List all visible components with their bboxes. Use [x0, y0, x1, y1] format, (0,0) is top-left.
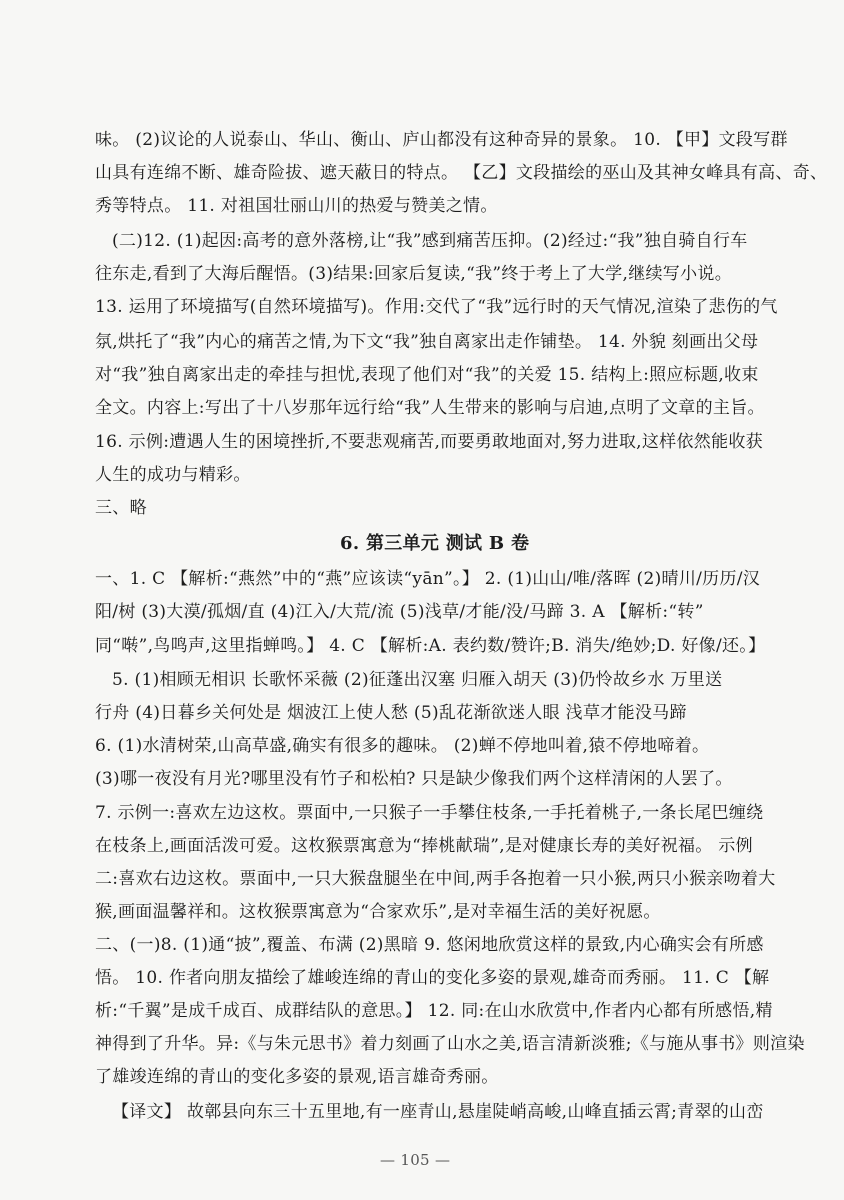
- text-line: 神得到了升华。异:《与朱元思书》着力刻画了山水之美,语言清新淡雅;《与施从事书》则渲染: [95, 1034, 805, 1054]
- text-line: 氛,烘托了“我”内心的痛苦之情,为下文“我”独自离家出走作铺垫。 14. 外貌 刻画出父母: [95, 332, 759, 352]
- text-line: 【译文】 故鄣县向东三十五里地,有一座青山,悬崖陡峭高峻,山峰直插云霄;青翠的山峦: [112, 1102, 764, 1122]
- text-line: 同“啭”,鸟鸣声,这里指蝉鸣。】 4. C 【解析:A. 表约数/赞许;B. 消失/绝妙;D. 好像/还。】: [95, 636, 766, 656]
- text-line: 7. 示例一:喜欢左边这枚。票面中,一只猴子一手攀住枝条,一手托着桃子,一条长尾巴缠绕: [95, 803, 764, 823]
- text-line: 猴,画面温馨祥和。这枚猴票寓意为“合家欢乐”,是对幸福生活的美好祝愿。: [95, 902, 661, 922]
- text-line: 秀等特点。 11. 对祖国壮丽山川的热爱与赞美之情。: [95, 196, 498, 216]
- text-line: (二)12. (1)起因:高考的意外落榜,让“我”感到痛苦压抑。(2)经过:“我”独自骑自行车: [112, 231, 748, 251]
- text-line: 全文。内容上:写出了十八岁那年远行给“我”人生带来的影响与启迪,点明了文章的主旨。: [95, 398, 765, 418]
- section-title: 6. 第三单元 测试 B 卷: [340, 533, 530, 554]
- text-line: 了雄竣连绵的青山的变化多姿的景观,语言雄奇秀丽。: [95, 1067, 499, 1087]
- text-line: 二、(一)8. (1)通“披”,覆盖、布满 (2)黑暗 9. 悠闲地欣赏这样的景致,内心确实会有所感: [95, 935, 764, 955]
- text-line: 13. 运用了环境描写(自然环境描写)。作用:交代了“我”远行时的天气情况,渲染了悲伤的气: [95, 297, 778, 317]
- text-line: 二:喜欢右边这枚。票面中,一只大猴盘腿坐在中间,两手各抱着一只小猴,两只小猴亲吻着大: [95, 869, 776, 889]
- text-line: 在枝条上,画面活泼可爱。这枚猴票寓意为“捧桃献瑞”,是对健康长寿的美好祝福。 示例: [95, 836, 753, 856]
- text-line: 味。 (2)议论的人说泰山、华山、衡山、庐山都没有这种奇异的景象。 10. 【甲】文段写群: [95, 130, 788, 150]
- text-line: 对“我”独自离家出走的牵挂与担忧,表现了他们对“我”的关爱 15. 结构上:照应标题,收束: [95, 365, 759, 385]
- text-line: 析:“千翼”是成千成百、成群结队的意思。】 12. 同:在山水欣赏中,作者内心都有所感悟,精: [95, 1001, 773, 1021]
- text-line: 5. (1)相顾无相识 长歌怀采薇 (2)征蓬出汉塞 归雁入胡天 (3)仍怜故乡水 万里送: [112, 670, 723, 690]
- text-line: 山具有连绵不断、雄奇险拔、遮天蔽日的特点。 【乙】文段描绘的巫山及其神女峰具有高、奇、: [95, 163, 828, 183]
- text-line: 人生的成功与精彩。: [95, 465, 251, 485]
- text-line: 一、1. C 【解析:“燕然”中的“燕”应该读“yān”。】 2. (1)山山/唯/落晖 (2)晴川/历历/汉: [95, 569, 761, 589]
- text-line: 6. (1)水清树荣,山高草盛,确实有很多的趣味。 (2)蝉不停地叫着,猿不停地啼着。: [95, 736, 710, 756]
- text-line: (3)哪一夜没有月光?哪里没有竹子和松柏? 只是缺少像我们两个这样清闲的人罢了。: [95, 769, 733, 789]
- text-line: 阳/树 (3)大漠/孤烟/直 (4)江入/大荒/流 (5)浅草/才能/没/马蹄 3. A 【解析:“转”: [95, 602, 704, 622]
- text-line: 悟。 10. 作者向朋友描绘了雄峻连绵的青山的变化多姿的景观,雄奇而秀丽。 11. C 【解: [95, 968, 770, 988]
- text-line: 往东走,看到了大海后醒悟。(3)结果:回家后复读,“我”终于考上了大学,继续写小说。: [95, 264, 732, 284]
- text-line: 行舟 (4)日暮乡关何处是 烟波江上使人愁 (5)乱花渐欲迷人眼 浅草才能没马蹄: [95, 703, 687, 723]
- page-number: — 105 —: [380, 1151, 451, 1169]
- text-line: 16. 示例:遭遇人生的困境挫折,不要悲观痛苦,而要勇敢地面对,努力进取,这样依然能收获: [95, 432, 763, 452]
- text-line: 三、略: [95, 498, 147, 518]
